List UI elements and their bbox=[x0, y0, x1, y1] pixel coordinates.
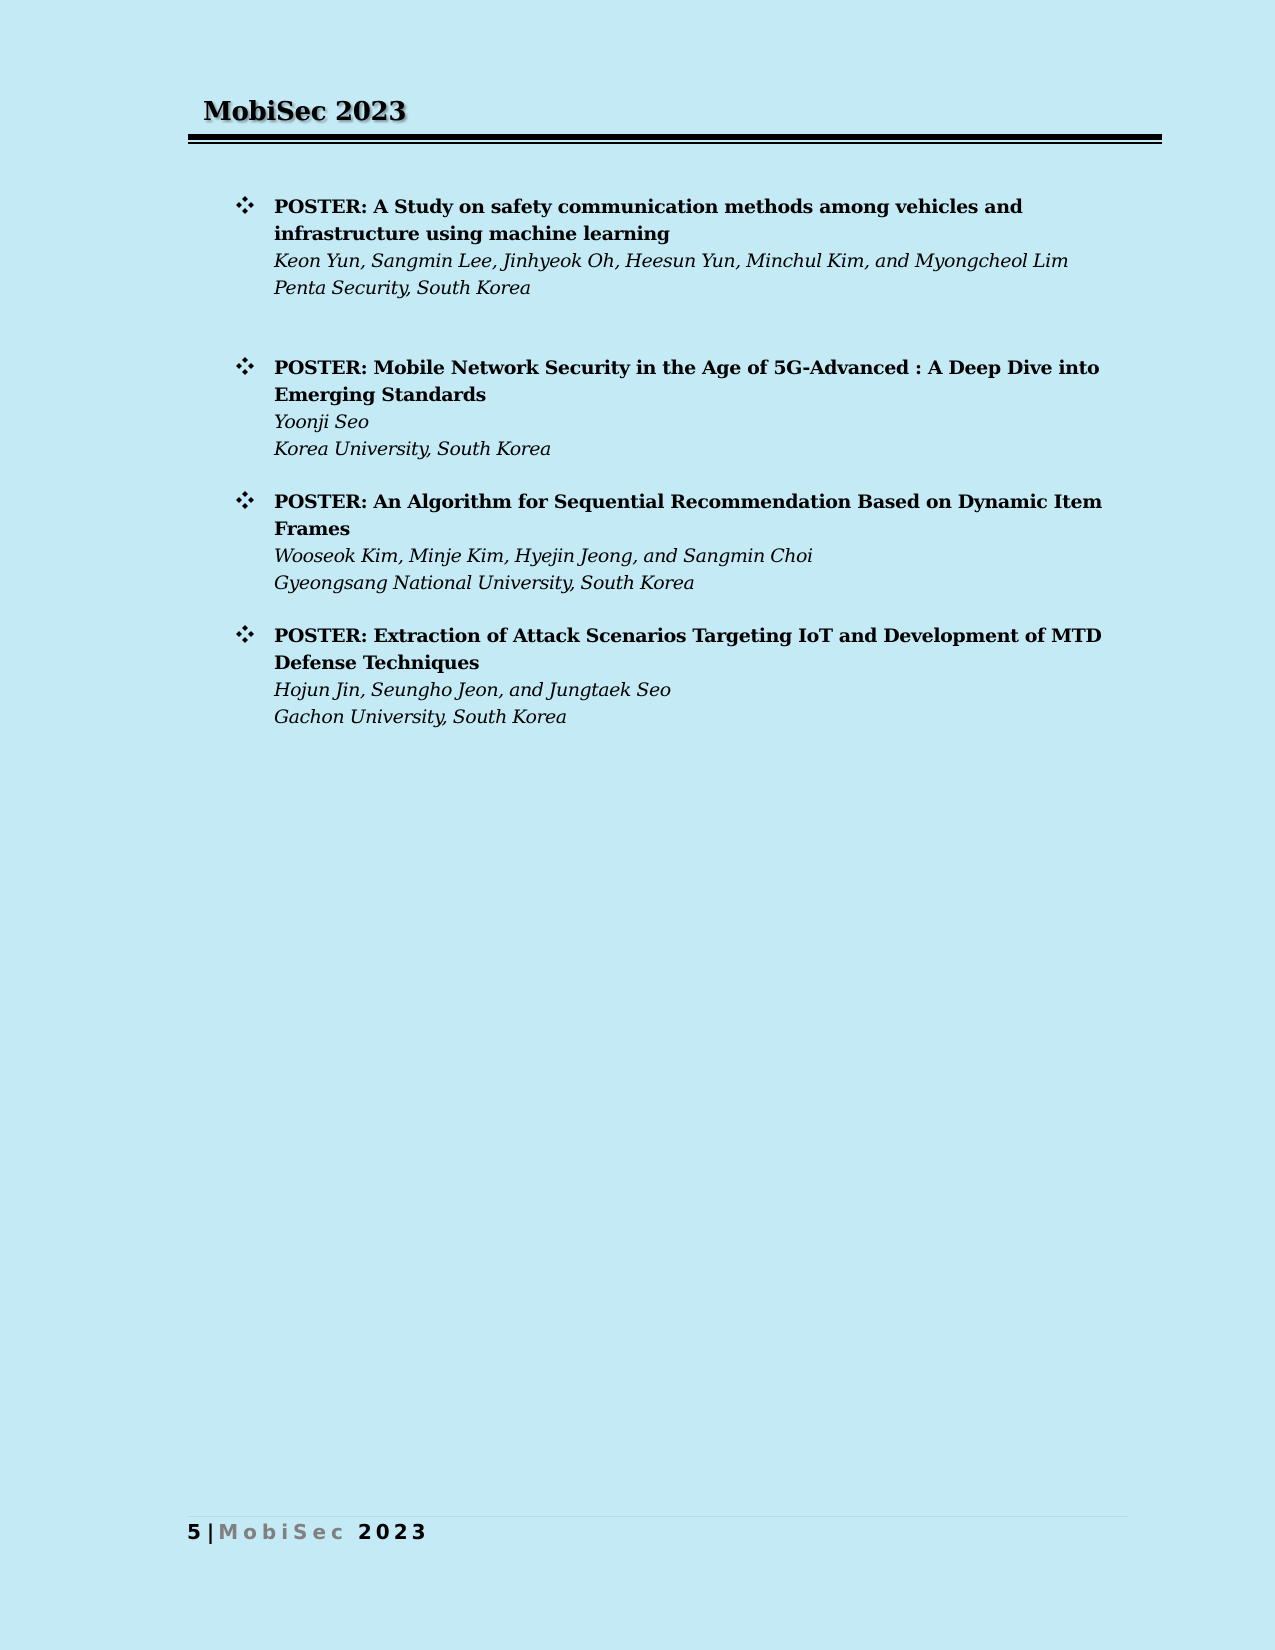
poster-authors: Keon Yun, Sangmin Lee, Jinhyeok Oh, Heesun Yun, Minchul Kim, and Myongcheol Lim bbox=[274, 250, 1069, 272]
page-number: 5 bbox=[187, 1520, 201, 1544]
poster-title: POSTER: Mobile Network Security in the Age of 5G-Advanced : A Deep Dive into Emerging Standards bbox=[274, 357, 1100, 406]
list-item bbox=[236, 194, 1116, 302]
poster-affiliation: Korea University, South Korea bbox=[274, 438, 551, 460]
poster-title: POSTER: Extraction of Attack Scenarios Targeting IoT and Development of MTD Defense Techniques bbox=[274, 625, 1102, 674]
poster-authors: Hojun Jin, Seungho Jeon, and Jungtaek Seo bbox=[274, 679, 671, 701]
poster-title: POSTER: An Algorithm for Sequential Recommendation Based on Dynamic Item Frames bbox=[274, 491, 1102, 540]
page-footer bbox=[187, 1518, 430, 1546]
list-item bbox=[236, 623, 1116, 731]
header-rule-thick bbox=[188, 134, 1162, 140]
footer-separator: | bbox=[206, 1520, 215, 1544]
four-diamond-bullet-icon bbox=[236, 196, 254, 214]
poster-title: POSTER: A Study on safety communication methods among vehicles and infrastructure using machine learning bbox=[274, 196, 1023, 245]
list-item bbox=[236, 355, 1116, 463]
poster-affiliation: Penta Security, South Korea bbox=[274, 277, 531, 299]
poster-authors: Yoonji Seo bbox=[274, 411, 369, 433]
page-title: MobiSec 2023 bbox=[203, 97, 407, 127]
list-item bbox=[236, 489, 1116, 597]
four-diamond-bullet-icon bbox=[236, 357, 254, 375]
header-rule-thin bbox=[188, 142, 1162, 144]
poster-affiliation: Gyeongsang National University, South Korea bbox=[274, 572, 695, 594]
page-header bbox=[188, 96, 1162, 144]
poster-authors: Wooseok Kim, Minje Kim, Hyejin Jeong, and Sangmin Choi bbox=[274, 545, 813, 567]
poster-affiliation: Gachon University, South Korea bbox=[274, 706, 567, 728]
footer-year: 2023 bbox=[357, 1520, 430, 1544]
footer-brand: MobiSec bbox=[218, 1520, 348, 1544]
four-diamond-bullet-icon bbox=[236, 625, 254, 643]
poster-list bbox=[236, 194, 1116, 731]
footer-rule bbox=[188, 1516, 1128, 1517]
four-diamond-bullet-icon bbox=[236, 491, 254, 509]
